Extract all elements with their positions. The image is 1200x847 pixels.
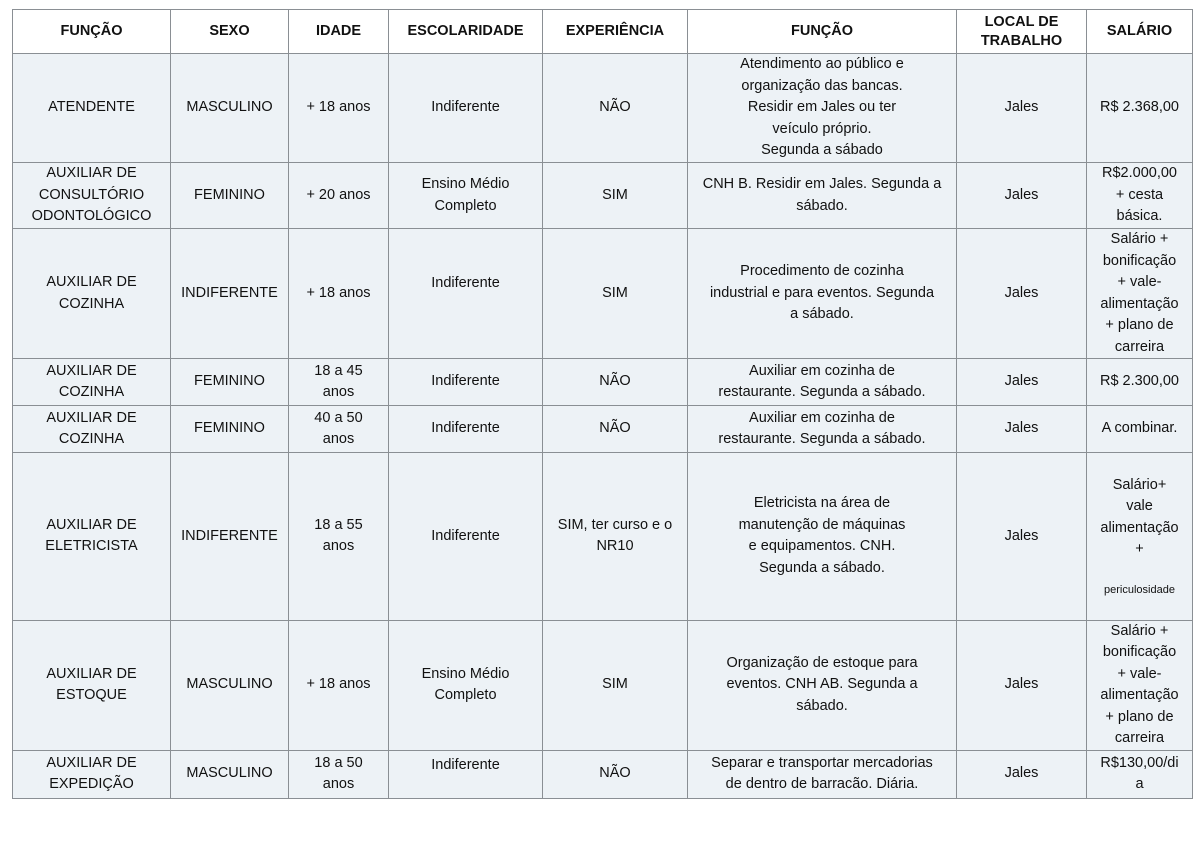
table-row	[13, 453, 1193, 621]
cell-escolaridade: Indiferente	[389, 359, 543, 406]
cell-salario: R$130,00/di a	[1087, 750, 1193, 798]
cell-sexo: FEMININO	[171, 406, 289, 453]
header-idade: IDADE	[289, 10, 389, 54]
cell-funcao: AUXILIAR DE COZINHA	[13, 359, 171, 406]
cell-local: Jales	[957, 359, 1087, 406]
cell-salario: R$ 2.300,00	[1087, 359, 1193, 406]
cell-descricao: Separar e transportar mercadorias de dentro de barracão. Diária.	[688, 750, 957, 798]
cell-idade: + 18 anos	[289, 229, 389, 359]
cell-salario: R$ 2.368,00	[1087, 54, 1193, 163]
table-row	[13, 229, 1193, 359]
header-funcao-descricao: FUNÇÃO	[688, 10, 957, 54]
header-experiencia: EXPERIÊNCIA	[543, 10, 688, 54]
cell-funcao: AUXILIAR DE ESTOQUE	[13, 620, 171, 750]
job-listings-sheet	[12, 9, 1192, 799]
header-local-de-trabalho: LOCAL DE TRABALHO	[957, 10, 1087, 54]
cell-salario	[1087, 453, 1193, 621]
cell-sexo: INDIFERENTE	[171, 229, 289, 359]
table-row	[13, 54, 1193, 163]
cell-descricao: Procedimento de cozinha industrial e para eventos. Segunda a sábado.	[688, 229, 957, 359]
cell-funcao: AUXILIAR DE COZINHA	[13, 229, 171, 359]
cell-salario: R$2.000,00 + cesta básica.	[1087, 163, 1193, 229]
salario-text: Salário+ vale alimentação +	[1100, 476, 1179, 557]
cell-funcao: AUXILIAR DE CONSULTÓRIO ODONTOLÓGICO	[13, 163, 171, 229]
cell-idade: + 20 anos	[289, 163, 389, 229]
header-funcao: FUNÇÃO	[13, 10, 171, 54]
table-row	[13, 620, 1193, 750]
table-header-row	[13, 10, 1193, 54]
cell-local: Jales	[957, 163, 1087, 229]
cell-descricao: Auxiliar em cozinha de restaurante. Segunda a sábado.	[688, 359, 957, 406]
header-salario: SALÁRIO	[1087, 10, 1193, 54]
cell-local: Jales	[957, 750, 1087, 798]
cell-descricao: Auxiliar em cozinha de restaurante. Segunda a sábado.	[688, 406, 957, 453]
cell-sexo: FEMININO	[171, 359, 289, 406]
cell-experiencia: SIM	[543, 163, 688, 229]
cell-descricao: Eletricista na área de manutenção de máquinas e equipamentos. CNH. Segunda a sábado.	[688, 453, 957, 621]
cell-salario: Salário + bonificação + vale- alimentação + plano de carreira	[1087, 620, 1193, 750]
table-row	[13, 406, 1193, 453]
cell-escolaridade: Indiferente	[389, 750, 543, 798]
cell-descricao: Organização de estoque para eventos. CNH AB. Segunda a sábado.	[688, 620, 957, 750]
cell-local: Jales	[957, 54, 1087, 163]
cell-escolaridade: Indiferente	[389, 229, 543, 359]
cell-escolaridade: Indiferente	[389, 54, 543, 163]
table-row	[13, 359, 1193, 406]
job-listings-table	[12, 9, 1193, 799]
cell-idade: 18 a 55 anos	[289, 453, 389, 621]
cell-idade: 40 a 50 anos	[289, 406, 389, 453]
cell-funcao: AUXILIAR DE COZINHA	[13, 406, 171, 453]
cell-local: Jales	[957, 406, 1087, 453]
salario-periculosidade: periculosidade	[1104, 584, 1175, 596]
table-row	[13, 750, 1193, 798]
cell-experiencia: SIM	[543, 620, 688, 750]
cell-salario: A combinar.	[1087, 406, 1193, 453]
cell-sexo: MASCULINO	[171, 750, 289, 798]
cell-salario: Salário + bonificação + vale- alimentação + plano de carreira	[1087, 229, 1193, 359]
cell-sexo: MASCULINO	[171, 620, 289, 750]
cell-descricao: CNH B. Residir em Jales. Segunda a sábado.	[688, 163, 957, 229]
cell-funcao: AUXILIAR DE ELETRICISTA	[13, 453, 171, 621]
cell-experiencia: SIM	[543, 229, 688, 359]
cell-idade: 18 a 50 anos	[289, 750, 389, 798]
cell-escolaridade: Ensino Médio Completo	[389, 620, 543, 750]
cell-experiencia: SIM, ter curso e o NR10	[543, 453, 688, 621]
cell-descricao: Atendimento ao público e organização das bancas. Residir em Jales ou ter veículo próprio. Segunda a sábado	[688, 54, 957, 163]
cell-escolaridade: Indiferente	[389, 406, 543, 453]
cell-experiencia: NÃO	[543, 54, 688, 163]
cell-experiencia: NÃO	[543, 750, 688, 798]
cell-idade: + 18 anos	[289, 620, 389, 750]
cell-funcao: AUXILIAR DE EXPEDIÇÃO	[13, 750, 171, 798]
header-sexo: SEXO	[171, 10, 289, 54]
table-row	[13, 163, 1193, 229]
cell-experiencia: NÃO	[543, 406, 688, 453]
cell-local: Jales	[957, 229, 1087, 359]
header-escolaridade: ESCOLARIDADE	[389, 10, 543, 54]
cell-experiencia: NÃO	[543, 359, 688, 406]
cell-escolaridade: Indiferente	[389, 453, 543, 621]
cell-sexo: INDIFERENTE	[171, 453, 289, 621]
cell-local: Jales	[957, 453, 1087, 621]
cell-funcao: ATENDENTE	[13, 54, 171, 163]
cell-sexo: FEMININO	[171, 163, 289, 229]
cell-escolaridade: Ensino Médio Completo	[389, 163, 543, 229]
cell-sexo: MASCULINO	[171, 54, 289, 163]
cell-local: Jales	[957, 620, 1087, 750]
cell-idade: 18 a 45 anos	[289, 359, 389, 406]
cell-idade: + 18 anos	[289, 54, 389, 163]
